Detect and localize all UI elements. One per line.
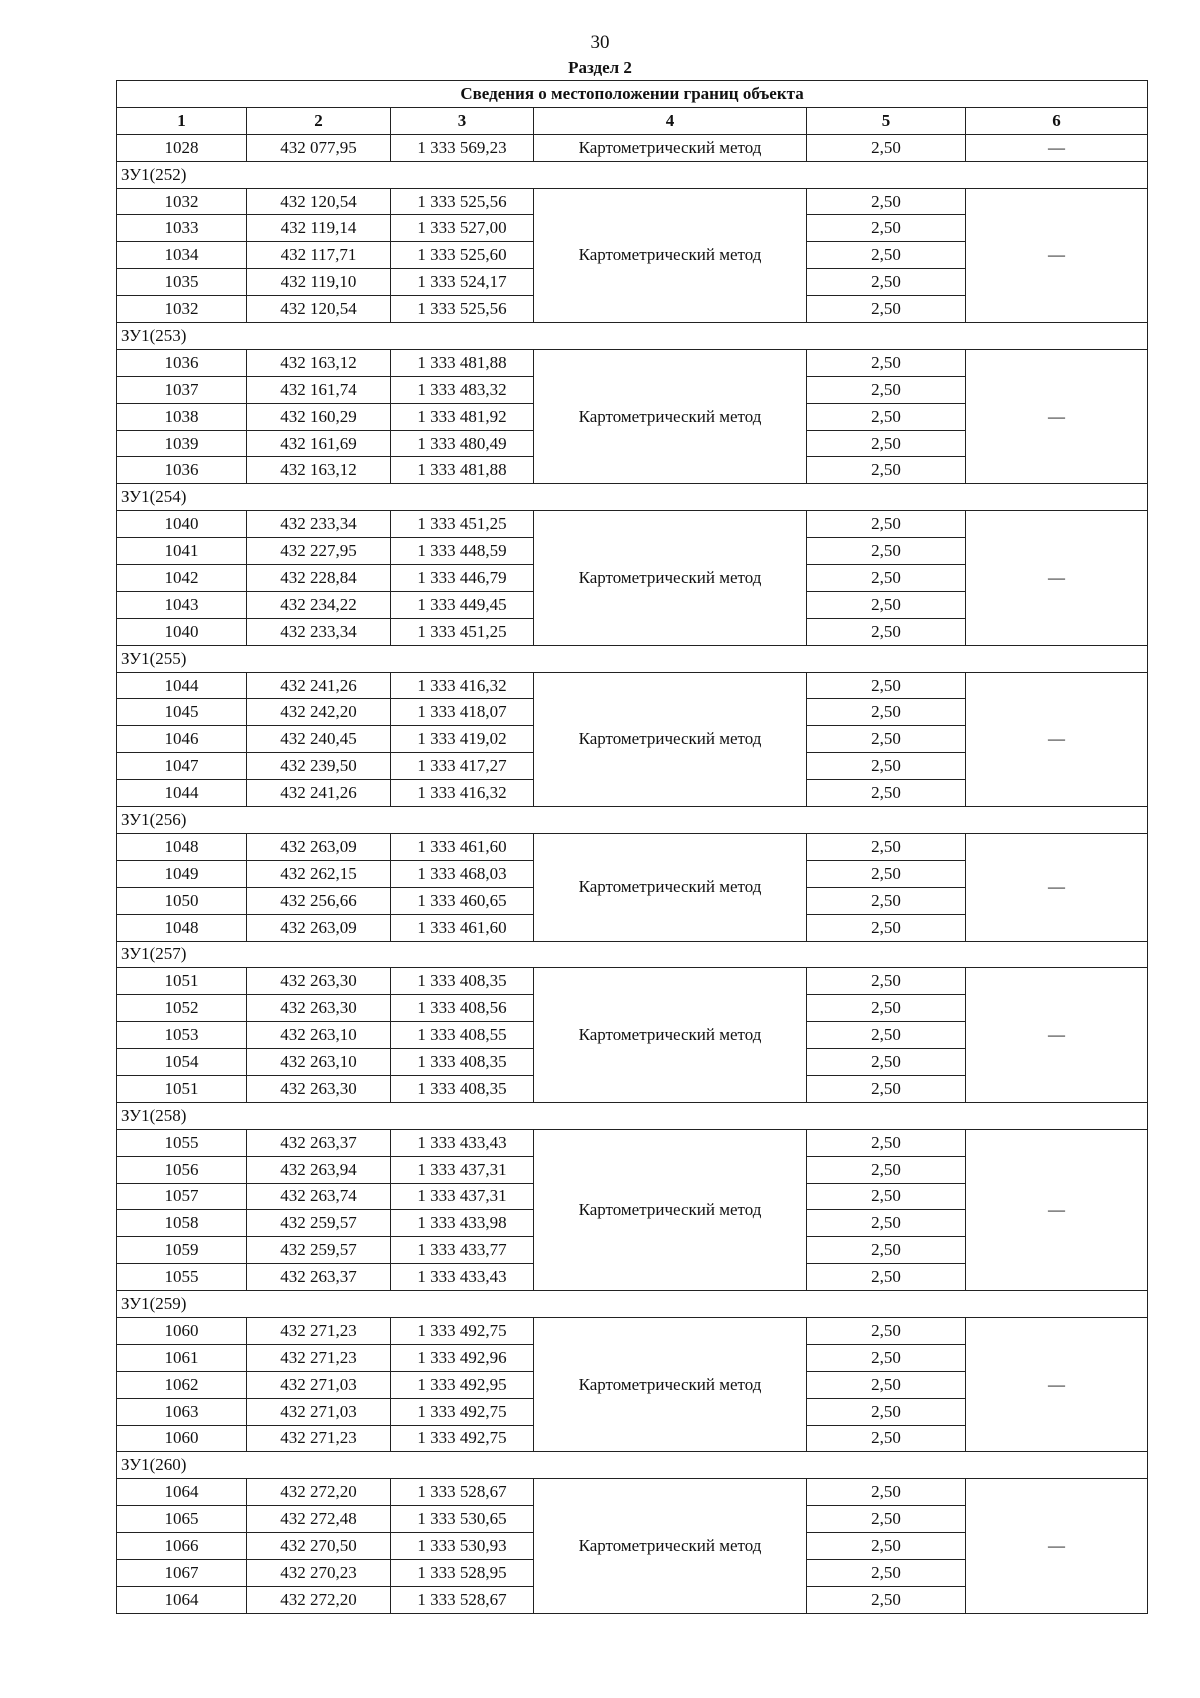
point-number-cell: 1056 bbox=[117, 1156, 247, 1183]
accuracy-cell: 2,50 bbox=[807, 403, 966, 430]
group-label: ЗУ1(252) bbox=[117, 161, 1148, 188]
accuracy-cell: 2,50 bbox=[807, 887, 966, 914]
point-number-cell: 1038 bbox=[117, 403, 247, 430]
point-number-cell: 1060 bbox=[117, 1317, 247, 1344]
y-coordinate-cell: 1 333 481,92 bbox=[391, 403, 534, 430]
accuracy-cell: 2,50 bbox=[807, 699, 966, 726]
column-header: 1 bbox=[117, 107, 247, 134]
point-number-cell: 1044 bbox=[117, 672, 247, 699]
accuracy-cell: 2,50 bbox=[807, 1559, 966, 1586]
point-number-cell: 1033 bbox=[117, 215, 247, 242]
table-title-row bbox=[117, 81, 1148, 108]
y-coordinate-cell: 1 333 492,75 bbox=[391, 1425, 534, 1452]
y-coordinate-cell: 1 333 492,75 bbox=[391, 1317, 534, 1344]
accuracy-cell: 2,50 bbox=[807, 188, 966, 215]
point-number-cell: 1043 bbox=[117, 591, 247, 618]
note-cell: — bbox=[966, 672, 1148, 806]
note-cell: — bbox=[966, 833, 1148, 941]
group-header-row bbox=[117, 1102, 1148, 1129]
y-coordinate-cell: 1 333 451,25 bbox=[391, 618, 534, 645]
point-number-cell: 1044 bbox=[117, 780, 247, 807]
y-coordinate-cell: 1 333 492,95 bbox=[391, 1371, 534, 1398]
x-coordinate-cell: 432 233,34 bbox=[247, 511, 391, 538]
y-coordinate-cell: 1 333 480,49 bbox=[391, 430, 534, 457]
point-number-cell: 1040 bbox=[117, 618, 247, 645]
y-coordinate-cell: 1 333 416,32 bbox=[391, 780, 534, 807]
point-number-cell: 1032 bbox=[117, 188, 247, 215]
note-cell: — bbox=[966, 968, 1148, 1102]
x-coordinate-cell: 432 263,10 bbox=[247, 1049, 391, 1076]
accuracy-cell: 2,50 bbox=[807, 591, 966, 618]
accuracy-cell: 2,50 bbox=[807, 296, 966, 323]
accuracy-cell: 2,50 bbox=[807, 1237, 966, 1264]
accuracy-cell: 2,50 bbox=[807, 1371, 966, 1398]
point-number-cell: 1055 bbox=[117, 1129, 247, 1156]
x-coordinate-cell: 432 263,37 bbox=[247, 1129, 391, 1156]
accuracy-cell: 2,50 bbox=[807, 269, 966, 296]
accuracy-cell: 2,50 bbox=[807, 1156, 966, 1183]
group-header-row bbox=[117, 1452, 1148, 1479]
y-coordinate-cell: 1 333 437,31 bbox=[391, 1156, 534, 1183]
point-number-cell: 1067 bbox=[117, 1559, 247, 1586]
point-number-cell: 1064 bbox=[117, 1479, 247, 1506]
x-coordinate-cell: 432 228,84 bbox=[247, 565, 391, 592]
x-coordinate-cell: 432 263,09 bbox=[247, 914, 391, 941]
y-coordinate-cell: 1 333 408,35 bbox=[391, 968, 534, 995]
y-coordinate-cell: 1 333 528,67 bbox=[391, 1479, 534, 1506]
method-cell: Картометрический метод bbox=[534, 968, 807, 1102]
note-cell: — bbox=[966, 1479, 1148, 1613]
point-number-cell: 1048 bbox=[117, 914, 247, 941]
y-coordinate-cell: 1 333 437,31 bbox=[391, 1183, 534, 1210]
note-cell: — bbox=[966, 134, 1148, 161]
table-title: Сведения о местоположении границ объекта bbox=[117, 81, 1148, 108]
x-coordinate-cell: 432 270,50 bbox=[247, 1533, 391, 1560]
x-coordinate-cell: 432 259,57 bbox=[247, 1210, 391, 1237]
y-coordinate-cell: 1 333 461,60 bbox=[391, 914, 534, 941]
y-coordinate-cell: 1 333 449,45 bbox=[391, 591, 534, 618]
x-coordinate-cell: 432 077,95 bbox=[247, 134, 391, 161]
x-coordinate-cell: 432 119,14 bbox=[247, 215, 391, 242]
table-row bbox=[117, 968, 1148, 995]
y-coordinate-cell: 1 333 468,03 bbox=[391, 860, 534, 887]
point-number-cell: 1034 bbox=[117, 242, 247, 269]
accuracy-cell: 2,50 bbox=[807, 1075, 966, 1102]
accuracy-cell: 2,50 bbox=[807, 457, 966, 484]
y-coordinate-cell: 1 333 416,32 bbox=[391, 672, 534, 699]
y-coordinate-cell: 1 333 433,77 bbox=[391, 1237, 534, 1264]
accuracy-cell: 2,50 bbox=[807, 565, 966, 592]
accuracy-cell: 2,50 bbox=[807, 349, 966, 376]
point-number-cell: 1061 bbox=[117, 1344, 247, 1371]
y-coordinate-cell: 1 333 481,88 bbox=[391, 457, 534, 484]
column-header: 2 bbox=[247, 107, 391, 134]
y-coordinate-cell: 1 333 492,75 bbox=[391, 1398, 534, 1425]
x-coordinate-cell: 432 239,50 bbox=[247, 753, 391, 780]
accuracy-cell: 2,50 bbox=[807, 1129, 966, 1156]
point-number-cell: 1036 bbox=[117, 457, 247, 484]
table-row bbox=[117, 833, 1148, 860]
y-coordinate-cell: 1 333 527,00 bbox=[391, 215, 534, 242]
y-coordinate-cell: 1 333 525,60 bbox=[391, 242, 534, 269]
method-cell: Картометрический метод bbox=[534, 1479, 807, 1613]
point-number-cell: 1055 bbox=[117, 1264, 247, 1291]
point-number-cell: 1047 bbox=[117, 753, 247, 780]
accuracy-cell: 2,50 bbox=[807, 618, 966, 645]
point-number-cell: 1028 bbox=[117, 134, 247, 161]
y-coordinate-cell: 1 333 492,96 bbox=[391, 1344, 534, 1371]
x-coordinate-cell: 432 160,29 bbox=[247, 403, 391, 430]
accuracy-cell: 2,50 bbox=[807, 1425, 966, 1452]
x-coordinate-cell: 432 271,03 bbox=[247, 1398, 391, 1425]
point-number-cell: 1041 bbox=[117, 538, 247, 565]
group-label: ЗУ1(253) bbox=[117, 323, 1148, 350]
accuracy-cell: 2,50 bbox=[807, 1506, 966, 1533]
x-coordinate-cell: 432 120,54 bbox=[247, 188, 391, 215]
y-coordinate-cell: 1 333 460,65 bbox=[391, 887, 534, 914]
y-coordinate-cell: 1 333 417,27 bbox=[391, 753, 534, 780]
y-coordinate-cell: 1 333 525,56 bbox=[391, 188, 534, 215]
y-coordinate-cell: 1 333 569,23 bbox=[391, 134, 534, 161]
group-label: ЗУ1(259) bbox=[117, 1291, 1148, 1318]
accuracy-cell: 2,50 bbox=[807, 1022, 966, 1049]
point-number-cell: 1040 bbox=[117, 511, 247, 538]
table-row bbox=[117, 672, 1148, 699]
y-coordinate-cell: 1 333 530,65 bbox=[391, 1506, 534, 1533]
y-coordinate-cell: 1 333 448,59 bbox=[391, 538, 534, 565]
x-coordinate-cell: 432 271,23 bbox=[247, 1425, 391, 1452]
y-coordinate-cell: 1 333 528,67 bbox=[391, 1586, 534, 1613]
point-number-cell: 1036 bbox=[117, 349, 247, 376]
x-coordinate-cell: 432 163,12 bbox=[247, 349, 391, 376]
method-cell: Картометрический метод bbox=[534, 1129, 807, 1290]
group-header-row bbox=[117, 323, 1148, 350]
y-coordinate-cell: 1 333 433,43 bbox=[391, 1129, 534, 1156]
point-number-cell: 1048 bbox=[117, 833, 247, 860]
y-coordinate-cell: 1 333 461,60 bbox=[391, 833, 534, 860]
point-number-cell: 1051 bbox=[117, 968, 247, 995]
y-coordinate-cell: 1 333 408,35 bbox=[391, 1049, 534, 1076]
y-coordinate-cell: 1 333 528,95 bbox=[391, 1559, 534, 1586]
point-number-cell: 1059 bbox=[117, 1237, 247, 1264]
x-coordinate-cell: 432 161,69 bbox=[247, 430, 391, 457]
y-coordinate-cell: 1 333 433,98 bbox=[391, 1210, 534, 1237]
method-cell: Картометрический метод bbox=[534, 511, 807, 645]
accuracy-cell: 2,50 bbox=[807, 1398, 966, 1425]
y-coordinate-cell: 1 333 408,55 bbox=[391, 1022, 534, 1049]
group-header-row bbox=[117, 645, 1148, 672]
x-coordinate-cell: 432 271,03 bbox=[247, 1371, 391, 1398]
x-coordinate-cell: 432 240,45 bbox=[247, 726, 391, 753]
x-coordinate-cell: 432 163,12 bbox=[247, 457, 391, 484]
accuracy-cell: 2,50 bbox=[807, 1210, 966, 1237]
group-header-row bbox=[117, 941, 1148, 968]
x-coordinate-cell: 432 242,20 bbox=[247, 699, 391, 726]
point-number-cell: 1032 bbox=[117, 296, 247, 323]
y-coordinate-cell: 1 333 408,35 bbox=[391, 1075, 534, 1102]
accuracy-cell: 2,50 bbox=[807, 672, 966, 699]
point-number-cell: 1063 bbox=[117, 1398, 247, 1425]
accuracy-cell: 2,50 bbox=[807, 914, 966, 941]
accuracy-cell: 2,50 bbox=[807, 833, 966, 860]
table-row bbox=[117, 188, 1148, 215]
group-header-row bbox=[117, 1291, 1148, 1318]
accuracy-cell: 2,50 bbox=[807, 1264, 966, 1291]
table-row bbox=[117, 349, 1148, 376]
point-number-cell: 1045 bbox=[117, 699, 247, 726]
accuracy-cell: 2,50 bbox=[807, 1344, 966, 1371]
point-number-cell: 1051 bbox=[117, 1075, 247, 1102]
y-coordinate-cell: 1 333 525,56 bbox=[391, 296, 534, 323]
method-cell: Картометрический метод bbox=[534, 134, 807, 161]
group-label: ЗУ1(254) bbox=[117, 484, 1148, 511]
x-coordinate-cell: 432 271,23 bbox=[247, 1317, 391, 1344]
x-coordinate-cell: 432 263,10 bbox=[247, 1022, 391, 1049]
note-cell: — bbox=[966, 511, 1148, 645]
accuracy-cell: 2,50 bbox=[807, 511, 966, 538]
accuracy-cell: 2,50 bbox=[807, 215, 966, 242]
point-number-cell: 1046 bbox=[117, 726, 247, 753]
point-number-cell: 1039 bbox=[117, 430, 247, 457]
x-coordinate-cell: 432 272,20 bbox=[247, 1479, 391, 1506]
x-coordinate-cell: 432 234,22 bbox=[247, 591, 391, 618]
x-coordinate-cell: 432 233,34 bbox=[247, 618, 391, 645]
point-number-cell: 1037 bbox=[117, 376, 247, 403]
accuracy-cell: 2,50 bbox=[807, 780, 966, 807]
y-coordinate-cell: 1 333 433,43 bbox=[391, 1264, 534, 1291]
accuracy-cell: 2,50 bbox=[807, 1479, 966, 1506]
column-header: 6 bbox=[966, 107, 1148, 134]
x-coordinate-cell: 432 263,09 bbox=[247, 833, 391, 860]
point-number-cell: 1052 bbox=[117, 995, 247, 1022]
method-cell: Картометрический метод bbox=[534, 349, 807, 483]
accuracy-cell: 2,50 bbox=[807, 995, 966, 1022]
note-cell: — bbox=[966, 1317, 1148, 1451]
point-number-cell: 1062 bbox=[117, 1371, 247, 1398]
accuracy-cell: 2,50 bbox=[807, 1183, 966, 1210]
point-number-cell: 1066 bbox=[117, 1533, 247, 1560]
x-coordinate-cell: 432 263,37 bbox=[247, 1264, 391, 1291]
accuracy-cell: 2,50 bbox=[807, 1586, 966, 1613]
y-coordinate-cell: 1 333 524,17 bbox=[391, 269, 534, 296]
x-coordinate-cell: 432 263,30 bbox=[247, 995, 391, 1022]
point-number-cell: 1064 bbox=[117, 1586, 247, 1613]
x-coordinate-cell: 432 263,74 bbox=[247, 1183, 391, 1210]
y-coordinate-cell: 1 333 483,32 bbox=[391, 376, 534, 403]
x-coordinate-cell: 432 270,23 bbox=[247, 1559, 391, 1586]
group-label: ЗУ1(257) bbox=[117, 941, 1148, 968]
method-cell: Картометрический метод bbox=[534, 1317, 807, 1451]
x-coordinate-cell: 432 161,74 bbox=[247, 376, 391, 403]
point-number-cell: 1049 bbox=[117, 860, 247, 887]
x-coordinate-cell: 432 241,26 bbox=[247, 672, 391, 699]
point-number-cell: 1054 bbox=[117, 1049, 247, 1076]
group-label: ЗУ1(256) bbox=[117, 807, 1148, 834]
point-number-cell: 1060 bbox=[117, 1425, 247, 1452]
section-title: Раздел 2 bbox=[568, 58, 632, 77]
x-coordinate-cell: 432 256,66 bbox=[247, 887, 391, 914]
note-cell: — bbox=[966, 349, 1148, 483]
y-coordinate-cell: 1 333 408,56 bbox=[391, 995, 534, 1022]
group-header-row bbox=[117, 807, 1148, 834]
accuracy-cell: 2,50 bbox=[807, 726, 966, 753]
point-number-cell: 1065 bbox=[117, 1506, 247, 1533]
boundary-table bbox=[116, 80, 1148, 1614]
y-coordinate-cell: 1 333 446,79 bbox=[391, 565, 534, 592]
y-coordinate-cell: 1 333 530,93 bbox=[391, 1533, 534, 1560]
group-label: ЗУ1(255) bbox=[117, 645, 1148, 672]
page-number: 30 bbox=[590, 32, 610, 53]
y-coordinate-cell: 1 333 419,02 bbox=[391, 726, 534, 753]
method-cell: Картометрический метод bbox=[534, 833, 807, 941]
accuracy-cell: 2,50 bbox=[807, 538, 966, 565]
accuracy-cell: 2,50 bbox=[807, 242, 966, 269]
column-header: 4 bbox=[534, 107, 807, 134]
x-coordinate-cell: 432 117,71 bbox=[247, 242, 391, 269]
group-header-row bbox=[117, 161, 1148, 188]
x-coordinate-cell: 432 262,15 bbox=[247, 860, 391, 887]
accuracy-cell: 2,50 bbox=[807, 376, 966, 403]
x-coordinate-cell: 432 272,20 bbox=[247, 1586, 391, 1613]
table-row bbox=[117, 1129, 1148, 1156]
table-body bbox=[117, 134, 1148, 1613]
x-coordinate-cell: 432 241,26 bbox=[247, 780, 391, 807]
table-row bbox=[117, 134, 1148, 161]
point-number-cell: 1050 bbox=[117, 887, 247, 914]
x-coordinate-cell: 432 227,95 bbox=[247, 538, 391, 565]
note-cell: — bbox=[966, 188, 1148, 322]
point-number-cell: 1035 bbox=[117, 269, 247, 296]
accuracy-cell: 2,50 bbox=[807, 968, 966, 995]
y-coordinate-cell: 1 333 418,07 bbox=[391, 699, 534, 726]
x-coordinate-cell: 432 271,23 bbox=[247, 1344, 391, 1371]
column-header-row bbox=[117, 107, 1148, 134]
table-row bbox=[117, 511, 1148, 538]
method-cell: Картометрический метод bbox=[534, 672, 807, 806]
accuracy-cell: 2,50 bbox=[807, 1533, 966, 1560]
accuracy-cell: 2,50 bbox=[807, 753, 966, 780]
column-header: 5 bbox=[807, 107, 966, 134]
x-coordinate-cell: 432 119,10 bbox=[247, 269, 391, 296]
group-label: ЗУ1(260) bbox=[117, 1452, 1148, 1479]
x-coordinate-cell: 432 272,48 bbox=[247, 1506, 391, 1533]
group-header-row bbox=[117, 484, 1148, 511]
column-header: 3 bbox=[391, 107, 534, 134]
table-row bbox=[117, 1479, 1148, 1506]
accuracy-cell: 2,50 bbox=[807, 134, 966, 161]
x-coordinate-cell: 432 259,57 bbox=[247, 1237, 391, 1264]
point-number-cell: 1057 bbox=[117, 1183, 247, 1210]
accuracy-cell: 2,50 bbox=[807, 1317, 966, 1344]
x-coordinate-cell: 432 263,94 bbox=[247, 1156, 391, 1183]
point-number-cell: 1042 bbox=[117, 565, 247, 592]
table-row bbox=[117, 1317, 1148, 1344]
point-number-cell: 1058 bbox=[117, 1210, 247, 1237]
method-cell: Картометрический метод bbox=[534, 188, 807, 322]
x-coordinate-cell: 432 263,30 bbox=[247, 968, 391, 995]
y-coordinate-cell: 1 333 451,25 bbox=[391, 511, 534, 538]
x-coordinate-cell: 432 120,54 bbox=[247, 296, 391, 323]
accuracy-cell: 2,50 bbox=[807, 860, 966, 887]
group-label: ЗУ1(258) bbox=[117, 1102, 1148, 1129]
note-cell: — bbox=[966, 1129, 1148, 1290]
accuracy-cell: 2,50 bbox=[807, 430, 966, 457]
point-number-cell: 1053 bbox=[117, 1022, 247, 1049]
accuracy-cell: 2,50 bbox=[807, 1049, 966, 1076]
y-coordinate-cell: 1 333 481,88 bbox=[391, 349, 534, 376]
x-coordinate-cell: 432 263,30 bbox=[247, 1075, 391, 1102]
